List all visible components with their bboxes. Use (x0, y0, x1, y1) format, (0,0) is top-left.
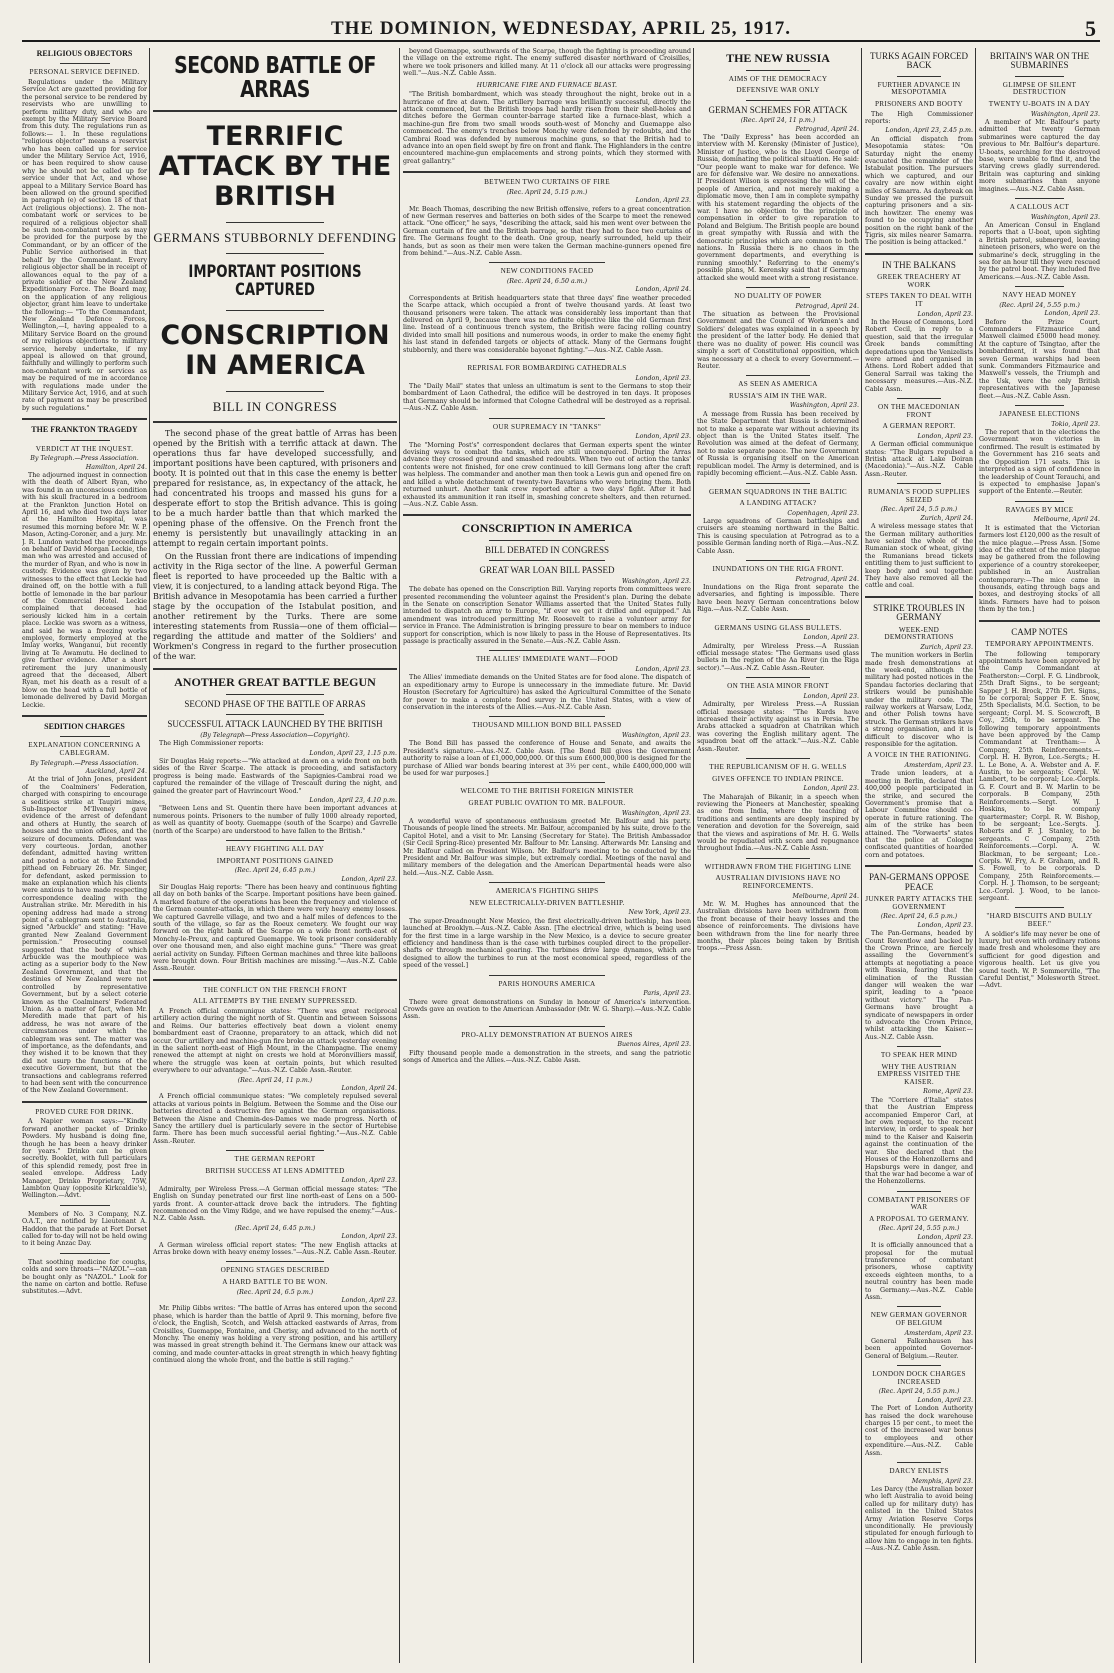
article-text: beyond Guemappe, southwards of the Scarpe, though the fighting is proceeding around the village on the extreme right. The enemy suffered disaster northward of Croisilles, where we took prisoners and killed many. At 11 o'clock all our attacks were progressing well."—Aus.-N.Z. Cable Assn. (403, 48, 691, 78)
summary-paragraph: The second phase of the great battle of Arras has been opened by the British with a terrific attack at dawn. The operations thus far have developed successfully, and important positions have been captured, with prisoners and booty. It is pointed out that in this case the enemy is better prepared for resistance, as, in expectancy of the attack, he had concentrated his troops and massed his guns for a desperate effort to stop the British advance. This is going to be a much harder battle than that which marked the opening phase of the offensive. On the French front the enemy is persistently but unavailingly attacking in an attempt to regain certain important points. (153, 429, 397, 549)
subheadline: A PROPOSAL TO GERMANY. (869, 1214, 969, 1223)
main-headline: SECOND BATTLE OF ARRAS (174, 53, 376, 104)
paper-name: THE DOMINION, (330, 18, 498, 39)
article-text: The Allies' immediate demands on the United States are for food alone. The dispatch of an expeditionary army to Europe is unnecessary in the immediate future. Mr. David Houston (Secretary for Agriculture) has asked the Agricultural Committee of the Senate for power to make a complete food survey in the United States, with a view of conservation in the interests of the Allies.—Aus.-N.Z. Cable Assn. (403, 674, 691, 712)
dateline: Copenhagen, April 23. (787, 509, 859, 517)
dateline: London, April 23. (917, 1396, 973, 1404)
divider (897, 1191, 940, 1192)
column-5 (865, 48, 973, 1663)
headline: SEDITION CHARGES (44, 722, 125, 731)
article-text: A wonderful wave of spontaneous enthusiasm greeted Mr. Balfour and his party. Thousands of people lined the streets. Mr. Balfour, accompanied by his suite, drove to the Capitol Hotel, and a visit to Mr. Lansing (Secretary for State). The British Ambassador (Sir Cecil Spring-Rice) presented Mr. Balfour to Mr. Lansing. Afterwards Mr. Lansing and Mr. Balfour called on President Wilson. Mr. Balfour's meeting to be conducted by the President and Mr. Balfour was simple, but extremely cordial. Meetings of the naval and military members of the delegation and the American Departmental heads were also held.—Aus.-N.Z. Cable Assn. (403, 817, 691, 877)
article-text: Admiralty, per Wireless Press.—A Russian official message states: "The Germans used glass bullets in the region of the Aa River (in the Riga sector)."—Aus.-N.Z. Cable Assn.-Reuter. (697, 642, 859, 672)
dateline: Rome, April 23. (923, 1088, 973, 1096)
dateline: London, April 23. (803, 785, 859, 793)
source-line: (Rec. April 24, 11 p.m.) (237, 1076, 313, 1084)
divider (22, 418, 147, 420)
headline: CONSCRIPTION IN AMERICA (160, 319, 390, 381)
article-text: An American Consul in England reports that a U-boat, upon sighting a British patrol, submerged, leaving nineteen prisoners, who were on the submarine's deck, struggling in the sea for an hour till they were rescued by the patrol boat. They included five Americans.—Aus.-N.Z. Cable Assn. (979, 222, 1100, 281)
subheadline: COMBATANT PRISONERS OF WAR (867, 1195, 971, 1212)
divider (153, 421, 397, 423)
subheadline: EXPLANATION CONCERNING A CABLEGRAM. (28, 741, 141, 757)
headline: STRIKE TROUBLES IN GERMANY (873, 602, 965, 623)
subheadline: PRO-ALLY DEMONSTRATION AT BUENOS AIRES (461, 1030, 633, 1039)
headline: BRITAIN'S WAR ON THE SUBMARINES (989, 51, 1090, 71)
dateline: Washington, April 23. (789, 402, 859, 410)
subheadline: LONDON DOCK CHARGES INCREASED (872, 1370, 966, 1386)
subheadline: WELCOME TO THE BRITISH FOREIGN MINISTER (460, 787, 634, 796)
divider (1015, 76, 1063, 77)
dateline: Washington, April 23. (1030, 213, 1100, 221)
divider (60, 1253, 110, 1254)
dateline: New York, April 23. (628, 909, 691, 917)
dateline: London, April 23. (341, 1177, 397, 1185)
dateline: London, April 23. (917, 1233, 973, 1241)
divider (226, 840, 324, 841)
subheadline: NO DUALITY OF POWER (734, 292, 822, 301)
divider (746, 100, 811, 101)
article-text: Inundations on the Riga front separate the adversaries, and fighting is impossible. There have been heavy German concentrations below Riga.—Aus.-N.Z. Cable Assn. (697, 584, 859, 614)
divider (489, 1026, 604, 1027)
dateline: London, April 23. (635, 197, 691, 205)
source-line: (Rec. April 24, 5.15 p.m.) (506, 188, 588, 196)
subheadline: GIVES OFFENCE TO INDIAN PRINCE. (712, 774, 844, 783)
dateline: London, April 23, 2.45 p.m. (885, 127, 973, 135)
subheadline: "HARD BISCUITS AND BULLY BEEF." (986, 912, 1093, 928)
headline: ANOTHER GREAT BATTLE BEGUN (174, 675, 376, 690)
divider (897, 76, 940, 77)
subheadline: ON THE MACEDONIAN FRONT (877, 403, 961, 419)
divider (226, 222, 324, 223)
divider (746, 287, 811, 288)
article-text: The Bond Bill has passed the conference of House and Senate, and awaits the President's signature.—Aus.-N.Z. Cable Assn. [The Bond Bill gives the Government authority to raise a loan of £1,000,000,000. Of this sum £600,000,000 is designed for the purchase of Allied war bonds bearing interest at 3½ per cent., while £400,000,000 will be used for war purposes.] (403, 740, 691, 778)
dateline: Amsterdam, April 23. (904, 1329, 973, 1337)
headline: PAN-GERMANS OPPOSE PEACE (869, 872, 969, 892)
subheadline: IMPORTANT POSITIONS GAINED (216, 856, 334, 865)
subheadline: DARCY ENLISTS (889, 1467, 949, 1475)
source-line: (By Telegraph—Press Association—Copyright). (200, 731, 350, 739)
divider (489, 975, 604, 976)
subheadline: THE GERMAN REPORT (234, 1155, 316, 1164)
dateline: Zurich, April 23. (920, 643, 973, 651)
subheadline: GLIMPSE OF SILENT DESTRUCTION (1002, 80, 1077, 97)
divider (489, 650, 604, 651)
column-rule (149, 48, 150, 1663)
dateline: London, April 23. (917, 921, 973, 929)
advertisement-text: A soldier's life may never be one of luxury, but even with ordinary rations made fresh and wholesome they are sufficient for good digestion and vigorous health. Let us give you sound teeth. W. P. Sommerville, "The Careful Dentist," Molesworth Street.—Advt. (979, 930, 1100, 990)
divider (746, 70, 811, 71)
divider (1015, 907, 1063, 908)
dateline: Petrograd, April 24. (795, 302, 859, 310)
dateline: Zurich, April 24. (920, 514, 973, 522)
dateline: London, April 23. (635, 433, 691, 441)
subheadline: AMERICA'S FIGHTING SHIPS (495, 887, 599, 896)
subheadline: THE ALLIES' IMMEDIATE WANT—FOOD (475, 655, 619, 664)
article-text: The report that in the elections the Government won victories in confirmed. The result is estimated by the Government has 216 seats and the Opposition 171 seats. This is interpreted as a sign of confidence in the leadership of Count Terauchi, and is expected to emphasise Japan's support of the Entente.—Reuter. (979, 429, 1100, 496)
subheadline: NEW ELECTRICALLY-DRIVEN BATTLESHIP. (469, 898, 625, 907)
column-3 (403, 48, 691, 1663)
source-line: (Rec. April 24, 5.55 p.m.) (878, 1225, 960, 1233)
dateline: Petrograd, April 24. (795, 575, 859, 583)
subheadline: NEW GERMAN GOVERNOR OF BELGIUM (870, 1311, 968, 1328)
divider (979, 620, 1100, 622)
divider (153, 110, 397, 112)
headline: IN THE BALKANS (882, 259, 956, 270)
dateline: London, April 23. (803, 634, 859, 642)
dateline: Buenos Aires, April 23. (617, 1041, 691, 1049)
divider (489, 560, 604, 561)
dateline: Paris, April 23. (643, 990, 691, 998)
subheadline: AIMS OF THE DEMOCRACY (728, 74, 828, 83)
divider (746, 560, 811, 561)
dateline: London, April 23. (917, 432, 973, 440)
article-text: The situation as between the Provisional Government and the Council of Workmen's and Soldiers' delegates was explained in a speech by the president of the latter body. He denied that there was no duality of power. His council was simply a sort of Constitutional opposition, which was necessary at a check to every Government.—Reuter. (697, 311, 859, 370)
subheadline: GREEK TREACHERY AT WORK (877, 273, 961, 289)
subheadline: INUNDATIONS ON THE RIGA FRONT. (712, 565, 844, 574)
column-2 (153, 48, 397, 1663)
subheadline: PERSONAL SERVICE DEFINED. (29, 68, 140, 77)
dateline: London, April 23. (1044, 310, 1100, 318)
divider (226, 310, 324, 311)
subheadline: THOUSAND MILLION BOND BILL PASSED (472, 721, 622, 730)
dateline: Petrograd, April 24. (795, 125, 859, 133)
dateline: Auckland, April 24. (85, 767, 147, 775)
divider (226, 1150, 324, 1151)
article-text: Members of No. 3 Company, N.Z. O.A.T., are notified by Lieutenant A. Haddon that the parade at Fort Dorset called for to-day will not be held owing to it being Anzac Day. (22, 1210, 147, 1248)
subheadline: RAVAGES BY MICE (1005, 505, 1074, 514)
divider (489, 359, 604, 360)
subheadline: BILL DEBATED IN CONGRESS (485, 544, 609, 555)
article-text: The "Daily Mail" states that unless an ultimatum is sent to the Germans to stop their bombardment of Laon Cathedral, the edifice will be destroyed in ten days. It proposes that Germany should be informed that Cologne Cathedral will be destroyed as a reprisal.—Aus.-N.Z. Cable Assn. (403, 383, 691, 413)
article-text: The adjourned inquest in connection with the death of Albert Ryan, who was found in an unconscious condition with his skull fractured in a bedroom at the Frankton Junction Hotel on April 16, and who died two days later at the Hamilton Hospital, was resumed this morning before Mr. W. P. Mason, Acting-Coroner, and a jury. Mr. J. R. Lundon watched the proceedings on behalf of David Morgan Leckie, the man who was arrested and accused of the murder of Ryan, and who is now in custody. Evidence was given by two witnesses to the effect that Leckie had drained off, on the bottle with a full bottle of lemonade in the bar parlour of the Commercial Hotel. Leckie complained that deceased had seriously kicked him in a certain place. Leckie was sworn as a witness, and said he was a freezing works employee, formerly employed at the Imlay works, Wanganui, but recently living at Te Awamutu. He declined to give further evidence. After a short retirement the jury unanimously agreed that the deceased, Albert Ryan, met his death as a result of a blow on the head with a full bottle of lemonade delivered by David Morgan Leckie. (22, 472, 147, 709)
article-text: Regulations under the Military Service Act are gazetted providing for the personal service to be rendered by reservists who are unwilling to perform military duty, and who are exempt by the Military Service Board from this duty. The regulations run as follows:— 1. In these regulations "religious objector" means a reservist who has been called up for service under the Military Service Act, 1916, or has been required to show cause why he should not be called up for service under that Act, and whose appeal to a Military Service Board has been allowed on the ground specified in paragraph (e) of section 18 of that Act (religious objections). 2. The non-combatant work or services to be required of a religious objector shall be such non-combatant work as may be provided for the purpose by the Commandant, or by an officer of the Public Service authorised in that behalf by the Commandant. Every religious objector shall be in receipt of allowances equal to the pay of a private soldier of the New Zealand Expeditionary Force. The Board may, on the application of any religious objector, grant him leave to undertake the following:— "To the Commandant, New Zealand Defence Forces, Wellington,—I, having appealed to a Military Service Board on the ground of my religious objections to military service, hereby undertake, if my appeal is allowed on that ground, faithfully and willingly to perform such non-combatant work or services as may be required of me in accordance with regulations made under the Military Service Act, 1916, and at such rate of payment as may be prescribed by such regulations." (22, 78, 147, 412)
article-text: Sir Douglas Haig reports:—"We attacked at dawn on a wide front on both sides of the River Scarpe. The attack is proceeding, and satisfactory progress is being made. Eastwards of the Sapignies-Cambrai road we captured the remainder of the village of Trescault during the night, and gained the greater part of Havrincourt Wood." (153, 757, 397, 795)
article-text: "The British bombardment, which was steady throughout the night, broke out in a hurricane of fire at dawn. The artillery barrage was brilliantly successful, directly the attack commenced, but the British troops had hardly risen from their shell-holes and ditches before the German counter-barrage started like a furnace-blast, which a machine-gun fire from two small woods south-west of Monchy and Guemappe also commenced. The enemy's trenches below Monchy were defended by redoubts, and the Cambrai Road was defended by numerous machine guns, so that the British had to advance into an open field swept by fire on front and flank. The Highlanders in the centre encountered machine-gun emplacements and strong points, which they stormed with great gallantry." (403, 91, 691, 165)
war-summary (153, 429, 397, 662)
dateline: Washington, April 23. (1030, 110, 1100, 118)
article-text: A French official communique states: "We completely repulsed several attacks at various points in Belgium. Between the Somme and the Oise our batteries directed a destructive fire against the German organisations. Between the Aisne and Chemin-des-Dames we made progress. North of Sancy the artillery duel is particularly severe in the sector of Hurtebise farm. There has been much successful aerial fighting."—Aus.-N.Z. Cable Assn.-Reuter. (153, 1093, 397, 1145)
subheadline: VERDICT AT THE INQUEST. (35, 444, 134, 453)
source-line: (Rec. April 24, 5.55 p.m.) (878, 1388, 960, 1396)
article-text: In the House of Commons, Lord Robert Cecil, in reply to a question, said that the irregular Greek bands committing depredations upon the Venizelists were armed and organised in Athens. Lord Robert added that General Sarrail was taking the necessary measures.—Aus.-N.Z. Cable Assn. (865, 318, 973, 393)
divider (897, 483, 940, 484)
subheadline: A LANDING ATTACK? (739, 499, 817, 508)
divider (226, 391, 324, 392)
article-text: Sir Douglas Haig reports: "There has been heavy and continuous fighting all day on both banks of the Scarpe. Important positions have been gained. A marked feature of the operations has been the frequency and violence of the German counter-attacks, in which there were very heavy enemy losses. We captured Gavrelle village, and two and a half miles of defences to the south of the village, so far as the Roeux cemetery. We fought our way forward on the right bank of the Scarpe on a wide front north-east of Monchy-le-Preux, and captured Guemappe. We took prisoner considerably over one thousand men, and also eight machine guns." "There was great aerial activity on Sunday. Fifteen German machines and three kite balloons were brought down. Four British machines are missing."—Aus.-N.Z. Cable Assn.-Reuter. (153, 883, 397, 973)
subheadline: DEFENSIVE WAR ONLY (736, 86, 820, 95)
subheadline: HEAVY FIGHTING ALL DAY (225, 845, 325, 853)
article-text: The Maharajah of Bikanir, in a speech when reviewing the Pioneers at Manchester, speaking as one from India, where the teaching of traditions and sentiments are deeply inspired by veneration and devotion for the Sovereign, said that the views and aspirations of Mr. H. G. Wells would be repudiated with scorn and repugnance throughout India.—Aus.-N.Z. Cable Assn. (697, 793, 859, 853)
article-text: Trade union leaders, at a meeting in Berlin, declared that 400,000 people participated in the strike, and secured the Government's promise that a Labour Committee should co-operate in future rationing. The aim of the strike has been attained. The "Vorwaerts" states that the police at Cologne confiscated quantities of hoarded corn and potatoes. (865, 770, 973, 859)
dateline: Melbourne, April 24. (1033, 516, 1100, 524)
column-rule (861, 48, 862, 1663)
dateline: Memphis, April 23. (911, 1477, 973, 1485)
article-text: Mr. W. M. Hughes has announced that the Australian divisions have been withdrawn from the front because of their heavy losses and the absence of reinforcements. The divisions have been withdrawn from the line for nearly three months, their places being taken by British troops.—Press Assn. (697, 900, 859, 953)
divider (865, 865, 973, 867)
article-text: The High Commissioner reports: (865, 110, 973, 125)
page-number: 5 (1085, 16, 1096, 41)
subheadline: BRITISH SUCCESS AT LENS ADMITTED (205, 1166, 345, 1175)
article-text: It is estimated that the Victorian farmers lost £120,000 as the result of the mice plague.—Press Assn. [Some idea of the extent of the mice plague may be gathered from the following experience of a country storekeeper, published in an Australian contemporary:—The mice came in thousands, eating through bags and boxes, and destroying stocks of all kinds. Farmers have had to poison them by the ton.] (979, 524, 1100, 614)
subheadline: A HARD BATTLE TO BE WON. (222, 1278, 328, 1286)
article-text: Large squadrons of German battleships and cruisers are steaming northward in the Baltic. This is causing speculation at Petrograd as to a possible German landing north of Riga.—Aus.-N.Z. Cable Assn. (697, 518, 859, 555)
subheadline: ALL ATTEMPTS BY THE ENEMY SUPPRESSED. (192, 997, 358, 1006)
subheadline: RUSSIA'S AIM IN THE WAR. (729, 391, 827, 400)
dateline: London, April 23. (341, 875, 397, 883)
divider (746, 619, 811, 620)
subheadline: NAVY HEAD MONEY (1002, 291, 1077, 300)
column-rule (975, 48, 976, 1663)
advertisement-text: A Napier woman says:—"Kindly forward another packet of Drinko Powders. My husband is doing fine, though he has been a heavy drinker for years." Drinko can be given secretly. Booklet, with full particulars of this splendid remedy, post free in sealed envelope. Address Lady Manager, Drinko Proprietary, 75W, Lambton Quay (opposite Kirkcaldie's), Wellington.—Advt. (22, 1118, 147, 1200)
article-text: The "Morning Post's" correspondent declares that German experts spent the winter devising ways to combat the tanks, which are still unconquered. During the Arras advance they crossed ground and smashed redoubts. When two out of action the tanks' contents were not finished, for one crew continued to kill Germans long after the craft was helpless. The commander and another man then took a Lewis gun and opened fire on and killed a whole detachment of twenty-two Bavarians who were bringing them. Both returned unhurt. Another tank crew reported after a two days' fight. After it had exhausted its ammunition it ran itself in, smashing concrete shelters, and then returned.—Aus.-N.Z. Cable Assn. (403, 441, 691, 508)
article-text: Before the Prize Court, Commanders Fitzmaurice and Maxwell claimed £5000 head money. At the capture of Tsingtao, after the bombardment, it was found that seven German warships had been sunk. Commanders Fitzmaurice and Maxwell's vessels, the Triumph and the Usk, were the only British representatives with the Japanese fleet.—Aus.-N.Z. Cable Assn. (979, 318, 1100, 400)
headline: THE NEW RUSSIA (726, 51, 830, 65)
divider (865, 596, 973, 598)
headline: TURKS AGAIN FORCED BACK (869, 51, 968, 71)
article-text: The debate has opened on the Conscription Bill. Varying reports from committees were presented recommending the volunteer against the President's plan. During the debate in the Senate on conscription Senator Williams asserted that the United States fully intended to dispatch an army to Europe, "if ever we get it drilled and equipped." An amendment was introduced permitting Mr. Roosevelt to raise a volunteer army for service in France. The Administration is bringing pressure to bear on members to induce support for conscription, which is now likely to pass in the House of Representatives. Its passage is practically assured in the Senate.—Aus.-N.Z. Cable Assn. (403, 586, 691, 646)
divider (897, 1365, 940, 1366)
divider (897, 1462, 940, 1463)
divider (226, 253, 324, 254)
divider (226, 694, 324, 695)
dateline: Washington, April 23. (621, 809, 691, 817)
divider (60, 1205, 110, 1206)
subheadline: TWENTY U-BOATS IN A DAY (988, 100, 1091, 108)
subheadline: BILL IN CONGRESS (212, 398, 338, 414)
subheadline: TEMPORARY APPOINTMENTS. (985, 640, 1094, 648)
article-text: The "Corriere d'Italia" states that the Austrian Empress accompanied Emperor Carl, at her own request, to the recent interview, in order to speak her mind to the Kaiser and Kaiserin against the continuation of the war. She declared that the Houses of the Hohenzollerns and Hapsburgs were in danger, and that the war had become a war of the Hohenzollerns. (865, 1096, 973, 1186)
divider (746, 375, 811, 376)
subheadline: OUR SUPREMACY IN "TANKS" (492, 422, 602, 431)
article-text: Admiralty, per Wireless Press.—A Russian official message states: "The Kurds have increased their activity against us in Persia. The Arabs attacked a squadron at Chatrikan which was covering the English military agent. The squadron beat off the attack."—Aus.-N.Z. Cable Assn.-Reuter. (697, 701, 859, 753)
divider (1015, 286, 1063, 287)
masthead-title (22, 18, 1100, 40)
article-text: Correspondents at British headquarters state that three days' fine weather preceded the Scarpe attack, which occupied a front of twelve thousand yards. At least two thousand prisoners were taken. The attack was considerably less important than that delivered on April 9, because there was no definite objective like the old German first line. Instead of a continuous trench system, the British were facing rolling country divided into small hill positions and numerous woods, in order to make the enemy fight his last stand in defended targets or objects of attack. Many of the Germans fought stubbornly, and there was considerable bayonet fighting."—Aus.-N.Z. Cable Assn. (403, 294, 691, 354)
dateline: Washington, April 23. (621, 732, 691, 739)
divider (60, 440, 110, 441)
divider (746, 758, 811, 759)
column-1 (22, 48, 147, 1663)
column-6 (979, 48, 1100, 1663)
divider (153, 668, 397, 670)
article-text: A German official communique states: "The Bulgars repulsed a British attack at Lake Doiran (Macedonia)."—Aus.-N.Z. Cable Assn.-Reuter. (865, 441, 973, 478)
source-line: (Rec. April 24, 6.5 p.m.) (880, 913, 958, 921)
article-text: A message from Russia has been received by the State Department that Russia is determined not to make a separate war without achieving its object than is the United States itself. The Revolution was aimed at the defeat of Germany, not to make separate peace. The new Government of Russia is organising itself on the American republican model. The Army is determined, and is rapidly becoming efficient.—Aus.-N.Z. Cable Assn. (697, 410, 859, 478)
subheadline: STEPS TAKEN TO DEAL WITH IT (866, 292, 972, 308)
article-text: Admiralty, per Wireless Press.—A German official message states: "The English on Sunday penetrated our first line north-east of Lens on a 500-yards front. A counter-attack drove back the intruders. The fighting recommenced on the Vimy Ridge, and we have repulsed the enemy."—Aus.-N.Z. Cable Assn. (153, 1185, 397, 1223)
subheadline: JAPANESE ELECTIONS (999, 410, 1080, 419)
article-text: Les Darcy (the Australian boxer who left Australia to avoid being called up for military duty) has enlisted in the United States Army Aviation Reserve Corps unconditionally. He previously stipulated for enough furlough to allow him to engage in ten fights.—Aus.-N.Z. Cable Assn. (865, 1485, 973, 1553)
source-line: By Telegraph.—Press Association. (30, 759, 139, 767)
divider (226, 1261, 324, 1262)
subheadline: GREAT WAR LOAN BILL PASSED (479, 565, 615, 576)
divider (60, 63, 110, 64)
issue-date: WEDNESDAY, APRIL 25, 1917. (502, 18, 792, 39)
subheadline: WITHDRAWN FROM THE FIGHTING LINE (704, 862, 852, 871)
subheadline: A GERMAN REPORT. (882, 422, 956, 431)
divider (22, 715, 147, 717)
divider (489, 540, 604, 541)
column-rule (693, 48, 694, 1663)
divider (746, 858, 811, 859)
headline: RELIGIOUS OBJECTORS (36, 49, 133, 58)
subheadline: NEW CONDITIONS FACED (500, 267, 594, 276)
article-text: A wireless message states that the German military authorities have seized the whole of the Rumanian stock of wheat, giving the Rumanians bread tickets entitling them to just sufficient to keep body and soul together. They have also removed all the cattle and coal. (865, 523, 973, 590)
divider (403, 171, 691, 173)
divider (1015, 501, 1063, 502)
subheadline: SUCCESSFUL ATTACK LAUNCHED BY THE BRITISH (167, 719, 383, 730)
article-text: A German wireless official report states: "The new English attacks at Arras broke down with heavy enemy losses."—Aus.-N.Z. Cable Assn.-Reuter. (153, 1241, 397, 1257)
article-text: There were great demonstrations on Sunday in honour of America's intervention. Crowds gave an ovation to the American Ambassador (Mr. W. G. Sharp).—Aus.-N.Z. Cable Assn. (403, 998, 691, 1021)
source-line: (Rec. April 24, 5.55 p.m.) (999, 301, 1080, 309)
article-text: Mr. Beach Thomas, describing the new British offensive, refers to a great concentration of new German reserves and batteries on both sides of the Scarpe to meet the renewed attack. "One officer," he says, "describing the attack, said his men went over between the German curtain of fire and the British barrage, so that they had to face two curtains of fire. The Germans fought to the death. One group, nearly surrounded, held up their hands, but as soon as their men were taken the German machine-gunners opened fire from behind."—Aus.-N.Z. Cable Assn. (403, 205, 691, 258)
subheadline: GERMANS USING GLASS BULLETS. (714, 623, 842, 632)
advertisement-text: That soothing medicine for coughs, colds and sore throats—"NAZOL"—can be bought only as "NAZOL." Look for the name on carton and bottle. Refuse substitutes.—Advt. (22, 1258, 147, 1296)
subheadline: A CALLOUS ACT (1009, 203, 1070, 212)
divider (897, 1046, 940, 1047)
column-4 (697, 48, 859, 1663)
article-text: It is officially announced that a proposal for the mutual transference of combatant prisoners, whose captivity exceeds eighteen months, to a neutral country has been made to Germany.—Aus.-N.Z. Cable Assn. (865, 1242, 973, 1302)
subheadline: TO SPEAK HER MIND (880, 1051, 958, 1060)
article-text: At the trial of John Jones, president of the Coalminers' Federation, charged with conspiring to encourage a seditious strike at Taupiri mines, Sub-Inspector M'Ilveney gave evidence of the arrest of defendant and others at Huntly, the search of houses and the union offices, and the seizure of documents. Defendant was very courteous. Jordan, another defendant, admitted having written and posted a notice at the Extended pithead on February 26. Mr. Singer, for defendant, asked permission to make an explanation which his clients were anxious to have made respecting correspondence dealing with the Australian strike. Mr. Meredith in his opening address had made a strong point of a cablegram sent to Australia, signed "Arbuckle" and stating: "Have granted New Zealand Government permission." Prosecuting counsel suggested that the body of which Arbuckle was the mouthpiece was acting as a superior body to the New Zealand Government, and that the destinies of New Zealand were not controlled by representative Government, but by a select coterie known as the Coalminers' Federated Union. As a matter of fact, when Mr. Meredith made that part of his address, he was not aware of the circumstances under which the cablegram was sent. The matter was of importance, as the defendants, and they wished it to be known that they did not usurp the functions of the executive Government, but that the transactions and cablegrams referred to had been sent with the concurrence of the New Zealand Government. (22, 776, 147, 1095)
subheadline: AUSTRALIAN DIVISIONS HAVE NO REINFORCEMENTS. (715, 874, 841, 890)
source-line: (Rec. April 24, 6.45 p.m.) (234, 867, 316, 875)
dateline: London, April 23. (341, 1296, 397, 1304)
article-text: The Pan-Germans, headed by Count Reventlow and backed by the Crown Prince, are fiercely assailing the Government's attempts at negotiating a peace with Russia, fearing that the elimination of the Russian danger will weaken the war spirit, leading to a "peace without victory." The Pan-Germans have brought a syndicate of newspapers in order to advocate the Crown Prince, whilst attacking the Kaiser.—Aus.-N.Z. Cable Assn. (865, 930, 973, 1041)
divider (746, 677, 811, 678)
divider (1015, 405, 1063, 406)
divider (403, 514, 691, 516)
source-line: (Rec. April 24, 11 p.m.) (740, 117, 816, 125)
subheadline: GERMAN SCHEMES FOR ATTACK (708, 104, 848, 115)
dateline: London, April 23, 1.15 p.m. (309, 749, 397, 757)
article-text: Mr. Philip Gibbs writes: "The battle of Arras has entered upon the second phase, which is harder than the battle of April 9. This morning, before five o'clock, the English, Scotch, and Welsh attacked eastwards of Arras, from Croisilles, Guemappe, Fontaine, and Cherisy, and advanced to the north of Monchy. The enemy was holding a very strong position, and his artillery was massed in great strength behind it. The Germans knew our attack was coming, and made counter-attacks in great strength in which heavy fighting continued along the whole front, and the battle is still raging." (153, 1305, 397, 1365)
subheadline: OPENING STAGES DESCRIBED (220, 1266, 330, 1275)
article-text: "Between Lens and St. Quentin there have been important advances at numerous points. Prisoners to the number of fully 1000 already reported, as well as quantity of booty. Guemappe (south of the Scarpe) and Gavrelle (north of the Scarpe) are understood to have fallen to the British." (153, 805, 397, 835)
article-text: A French official communique states: "There was great reciprocal artillery action during the night north of St. Quentin and between Soissons and Reims. Our batteries effectively beat down a violent enemy bombardment east of Craonne, preparatory to an attack, which did not occur. Our artillery and machine-gun fire broke an attack yesterday evening in the salient north-east of High Mount, in the Champagne. The enemy renewed the attempt at night on crests we hold at Moronvilliers massif, where the struggle was keen at certain points, but which resulted everywhere to our advantage."—Aus.-N.Z. Cable Assn.-Reuter. (153, 1007, 397, 1075)
divider (489, 882, 604, 883)
subheadline: HURRICANE FIRE AND FURNACE BLAST. (476, 80, 618, 89)
subheadline: AS SEEN AS AMERICA (738, 380, 818, 389)
subheadline: ON THE ASIA MINOR FRONT (727, 682, 829, 691)
masthead (22, 18, 1100, 42)
divider (489, 262, 604, 263)
subheadline: WHY THE AUSTRIAN EMPRESS VISITED THE KAISER. (877, 1062, 961, 1086)
subheadline: GREAT PUBLIC OVATION TO MR. BALFOUR. (468, 799, 626, 807)
divider (22, 1101, 147, 1103)
subheadline: THE REPUBLICANISM OF H. G. WELLS (709, 763, 847, 772)
dateline: London, April 23. (917, 310, 973, 318)
headline: THE FRANKTON TRAGEDY (31, 425, 138, 435)
dateline: Melbourne, April 24. (792, 892, 859, 900)
divider (897, 1306, 940, 1307)
dateline: Amsterdam, April 23. (904, 762, 973, 769)
subheadline: FURTHER ADVANCE IN MESOPOTAMIA (877, 80, 961, 97)
source-line: (Rec. April 24, 6.50 a.m.) (506, 278, 588, 286)
subheadline: GERMAN SQUADRONS IN THE BALTIC (709, 487, 847, 496)
subheadline: GERMANS STUBBORNLY DEFENDING (153, 230, 397, 246)
divider (226, 714, 324, 715)
summary-paragraph: On the Russian front there are indications of impending activity in the Riga sector of the line. A powerful German fleet is reported to have proceeded up the Baltic with a view, it is conjectured, to a landing attack beyond Riga. The British advance in Mesopotamia has been carried a further stage by the occupation of the Istabulat position, and another retirement by the Turks. There are some interesting statements from Russia—one of them official—regarding the attitude and matter of the Soldiers' and Workmen's Congress in regard to the further prosecution of the war. (153, 552, 397, 662)
dateline: London, April 23. (635, 374, 691, 382)
dateline: London, April 23. (341, 1233, 397, 1241)
subheadline: SECOND PHASE OF THE BATTLE OF ARRAS (184, 698, 366, 709)
article-text: A member of Mr. Balfour's party admitted that twenty German submarines were captured the day previous to Mr. Balfour's departure. U-boats, searching for the destroyed base, were unable to find it, and the starving crews gladly surrendered. Britain was capturing and sinking more submarines than anyone imagines.—Aus.-N.Z. Cable Assn. (979, 118, 1100, 193)
subheadline: PROVED CURE FOR DRINK. (35, 1107, 134, 1116)
subheadline: JUNKER PARTY ATTACKS THE GOVERNMENT (865, 895, 973, 911)
article-text: The Port of London Authority has raised the dock warehouse charges 15 per cent., to meet the cost of the increased war bonus to employees and other expenditure.—Aus.-N.Z. Cable Assn. (865, 1405, 973, 1457)
dateline: London, April 23, 4.10 p.m. (309, 796, 397, 804)
subheadline: PRISONERS AND BOOTY (875, 100, 963, 108)
subheadline: PARIS HONOURS AMERICA (498, 979, 596, 988)
source-line: (Rec. April 24, 5.5 p.m.) (880, 506, 958, 514)
dateline: London, April 23. (635, 666, 691, 673)
source-line: By Telegraph.—Press Association. (30, 455, 139, 463)
source-line: (Rec. April 24, 6.45 p.m.) (234, 1224, 316, 1232)
article-text: General Falkenhausen has been appointed Governor-General of Belgium.—Reuter. (865, 1338, 973, 1360)
subheadline: BETWEEN TWO CURTAINS OF FIRE (484, 178, 610, 187)
divider (489, 716, 604, 717)
dateline: London, April 24. (635, 286, 691, 294)
article-text: The following temporary appointments have been approved by the Camp Commandant at Featherston:—Corpl. F. G. Lindbrook, 25th Draft Signs., to be sergeant; Sapper J. H. Brock, 27th Drt. Signs., to be corporal; Sapper F. E. Snow, 25th Specialists, M.G. Section, to be sergeant; Corpl. M. S. Scowcroft, B Coy., 25th, to be sergeant. The following temporary appointments have been approved by the Camp Commandant at Trentham:— A Company, 25th Reinforcements.—Corpl. H. H. Byron, Lce.-Sergts.; H. L. Le Bone, A. A. Webster and A. F. Austin, to be sergeants; Corpl. W. Lambert, to be corporal; Lce.-Corpls. G. F. Court and B. W. Marlin to be corporals. B Company, 25th Reinforcements.—Sergt. W. J. Hoskins, to be company quartermaster; Corpl. R. W. Bishop, to be sergeant; Lce.-Sergts. J. Roberts and F. J. Stanley, to be sergeants. C Company, 25th Reinforcements.—Corpl. A. W. Blackman, to be sergeant; Lce.-Corpls. W. Fry, A. F. Graham, and R. S. Fowell, to be corporals. D Company, 25th Reinforcements.—Corpl. H. J. Thomson, to be sergeant; Lce.-Corpl. J. Wood, to be lance-sergeant. (979, 650, 1100, 902)
subheadline: A VOICE IN THE RATIONING. (867, 751, 971, 760)
divider (746, 483, 811, 484)
column-rule (399, 48, 400, 1663)
subheadline: REPRISAL FOR BOMBARDING CATHEDRALS (467, 364, 627, 373)
headline: CAMP NOTES (1011, 626, 1068, 637)
dateline: London, April 23. (803, 692, 859, 700)
divider (897, 398, 940, 399)
divider (1015, 198, 1063, 199)
subheadline: WEEK-END DEMONSTRATIONS (884, 625, 954, 642)
source-line: (Rec. April 24, 6.5 p.m.) (236, 1288, 314, 1296)
divider (153, 979, 397, 981)
divider (865, 253, 973, 255)
divider (489, 418, 604, 419)
dateline: Hamilton, April 24. (85, 463, 147, 471)
article-text: The super-Dreadnought New Mexico, the first electrically-driven battleship, has been launched at Brooklyn.—Aus.-N.Z. Cable Assn. [The electrical drive, which is being used for the first time in a large warship in the New Mexico, is a device to secure greater efficiency and handiness than is the case with turbines coupled direct to the propeller-shafts or through mechanical gearing. The turbines drive large dynamos, which are designed to allow the turbines to run at the most economical speed, regardless of the speed of the vessel.] (403, 917, 691, 970)
headline: CONSCRIPTION IN AMERICA (461, 521, 633, 536)
article-text: The munition workers in Berlin made fresh demonstrations at the week-end, although the military had posted notices in the Spandau factories declaring that strikers would be punishable under the military code. The railway workers at Warsaw, Lodz, and other Polish towns have struck. The German strikers have a strong organisation, and it is difficult to discover who is responsible for the agitation. (865, 652, 973, 749)
headline: TERRIFIC ATTACK BY THE BRITISH (158, 121, 392, 213)
headline: IMPORTANT POSITIONS CAPTURED (188, 261, 362, 300)
article-text: An official dispatch from Mesopotamia states: "On Saturday night the enemy evacuated the remainder of the Istabulat position. The pursuers which we captured, and our cavalry are now within eight miles of Samarra. As daybreak on Sunday we pressed the pursuit capturing prisoners and a six-inch howitzer. The enemy was found to be occupying another position on the right bank of the Tigris, six miles nearer Samarra. The position is being attacked." (865, 135, 973, 247)
dateline: London, April 24. (341, 1085, 397, 1092)
article-text: The High Commissioner reports: (159, 740, 264, 748)
subheadline: THE CONFLICT ON THE FRENCH FRONT (203, 985, 347, 994)
article-text: Fifty thousand people made a demonstration in the streets, and sang the patriotic songs of America and the Allies.—Aus.-N.Z. Cable Assn. (403, 1049, 691, 1065)
article-text: The "Daily Express" has been accorded an interview with M. Kerensky (Minister of Justice), Minister of Justice, who is the Lloyd George of Russia, dominating the political situation. He said: "Our people want to make war for defence. We are for defensive war. We desire no annexations. If President Wilson is expressing the will of the people of America, and not merely making a diplomatic move, then I am in complete sympathy with his statement regarding the objects of the war. I have no objection to the principle of compensation in order to give reparation to Poland and Belgium. The British people are bound in great sympathy with Russia and with the democratic principles which are common to both nations. In Russia there is no chaos in the government departments, and everything is running smoothly." Referring to the enemy's possible plans, M. Kerensky said that if Germany attacked she would meet with a strong resistance. (697, 133, 859, 282)
divider (60, 736, 110, 737)
dateline: Tokio, April 23. (1051, 420, 1100, 428)
dateline: Washington, April 23. (621, 577, 691, 585)
divider (489, 782, 604, 783)
subheadline: RUMANIA'S FOOD SUPPLIES SEIZED (867, 488, 971, 504)
